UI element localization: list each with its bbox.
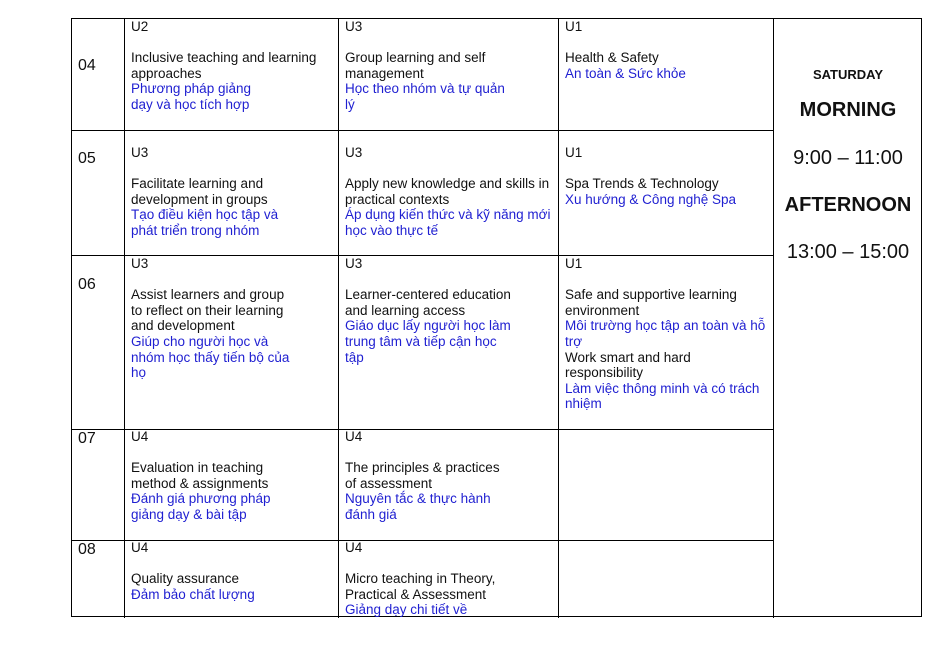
unit-code: U4 bbox=[345, 429, 363, 444]
vietnamese-title-line: Đảm bảo chất lượng bbox=[131, 586, 255, 602]
vietnamese-title-line: An toàn & Sức khỏe bbox=[565, 65, 686, 81]
english-title-line: development in groups bbox=[131, 191, 268, 207]
column-divider bbox=[124, 19, 125, 618]
vietnamese-title-line: lý bbox=[345, 96, 355, 112]
cell-session bbox=[345, 429, 500, 523]
unit-code: U1 bbox=[565, 19, 583, 34]
cell-session bbox=[565, 145, 736, 207]
unit-code: U1 bbox=[565, 256, 583, 271]
english-title-line: and development bbox=[131, 318, 235, 334]
afternoon-time: 13:00 – 15:00 bbox=[786, 241, 910, 263]
vietnamese-title-line: trợ bbox=[565, 333, 583, 349]
morning-time: 9:00 – 11:00 bbox=[793, 147, 903, 169]
english-title-line: Learner-centered education bbox=[345, 287, 511, 303]
english-title-line: Facilitate learning and bbox=[131, 176, 264, 192]
row-number: 08 bbox=[78, 541, 96, 558]
vietnamese-title-line: Đánh giá phương pháp bbox=[131, 491, 271, 507]
english-title-line: Safe and supportive learning bbox=[565, 287, 737, 303]
cell-session bbox=[131, 19, 316, 113]
vietnamese-title-line: nhiệm bbox=[565, 396, 602, 412]
english-title-line: Work smart and hard bbox=[565, 349, 691, 365]
english-title-line: Health & Safety bbox=[565, 50, 659, 66]
unit-code: U2 bbox=[131, 19, 149, 34]
unit-code: U3 bbox=[131, 256, 149, 271]
english-title-line: management bbox=[345, 65, 424, 81]
english-title-line: practical contexts bbox=[345, 191, 450, 207]
cell-session bbox=[345, 256, 511, 365]
english-title-line: and learning access bbox=[345, 302, 466, 318]
english-title-line: Micro teaching in Theory, bbox=[345, 571, 496, 587]
unit-code: U4 bbox=[345, 540, 363, 555]
english-title-line: Assist learners and group bbox=[131, 287, 285, 303]
vietnamese-title-line: tập bbox=[345, 349, 364, 365]
vietnamese-title-line: Giáo dục lấy người học làm bbox=[345, 318, 511, 334]
row-divider bbox=[72, 130, 774, 131]
vietnamese-title-line: Giảng dạy chi tiết về bbox=[345, 602, 468, 618]
unit-code: U3 bbox=[345, 19, 363, 34]
vietnamese-title-line: đánh giá bbox=[345, 506, 397, 522]
english-title-line: approaches bbox=[131, 65, 202, 81]
vietnamese-title-line: Làm việc thông minh và có trách bbox=[565, 380, 760, 396]
unit-code: U3 bbox=[345, 145, 363, 160]
unit-code: U1 bbox=[565, 145, 583, 160]
cell-session bbox=[131, 429, 271, 523]
column-divider bbox=[338, 19, 339, 618]
english-title-line: of assessment bbox=[345, 475, 433, 491]
vietnamese-title-line: giảng dạy & bài tập bbox=[131, 506, 247, 522]
unit-code: U3 bbox=[131, 145, 149, 160]
vietnamese-title-line: Học theo nhóm và tự quản bbox=[345, 81, 505, 97]
cell-session bbox=[345, 145, 551, 239]
english-title-line: Group learning and self bbox=[345, 50, 486, 66]
row-number: 04 bbox=[78, 57, 96, 74]
english-title-line: Spa Trends & Technology bbox=[565, 176, 719, 192]
vietnamese-title-line: Áp dụng kiến thức và kỹ năng mới bbox=[345, 207, 551, 223]
vietnamese-title-line: dạy và học tích hợp bbox=[131, 96, 250, 112]
day-label: SATURDAY bbox=[812, 67, 884, 82]
vietnamese-title-line: Nguyên tắc & thực hành bbox=[345, 491, 491, 507]
cell-session bbox=[345, 19, 505, 113]
vietnamese-title-line: phát triển trong nhóm bbox=[131, 222, 260, 238]
english-title-line: Apply new knowledge and skills in bbox=[345, 176, 550, 192]
vietnamese-title-line: học vào thực tế bbox=[345, 222, 439, 238]
row-number: 06 bbox=[78, 276, 96, 293]
morning-label: MORNING bbox=[799, 99, 897, 121]
english-title-line: responsibility bbox=[565, 365, 644, 381]
cell-session bbox=[565, 19, 686, 81]
english-title-line: to reflect on their learning bbox=[131, 302, 284, 318]
vietnamese-title-line: Giúp cho người học và bbox=[131, 333, 269, 349]
vietnamese-title-line: họ bbox=[131, 365, 147, 381]
cell-session bbox=[345, 540, 495, 618]
english-title-line: The principles & practices bbox=[345, 460, 500, 476]
english-title-line: method & assignments bbox=[131, 475, 269, 491]
cell-session bbox=[131, 145, 278, 239]
english-title-line: environment bbox=[565, 302, 640, 318]
cell-session bbox=[131, 256, 289, 381]
vietnamese-title-line: Tạo điều kiện học tập và bbox=[131, 207, 279, 223]
vietnamese-title-line: trung tâm và tiếp cận học bbox=[345, 333, 497, 349]
unit-code: U4 bbox=[131, 429, 149, 444]
english-title-line: Evaluation in teaching bbox=[131, 460, 264, 476]
vietnamese-title-line: Phương pháp giảng bbox=[131, 81, 251, 97]
english-title-line: Practical & Assessment bbox=[345, 586, 487, 602]
english-title-line: Inclusive teaching and learning bbox=[131, 50, 317, 66]
english-title-line: Quality assurance bbox=[131, 571, 240, 587]
vietnamese-title-line: nhóm học thấy tiến bộ của bbox=[131, 349, 290, 365]
row-number: 05 bbox=[78, 150, 96, 167]
unit-code: U3 bbox=[345, 256, 363, 271]
unit-code: U4 bbox=[131, 540, 149, 555]
row-number: 07 bbox=[78, 430, 96, 447]
cell-session bbox=[131, 540, 255, 602]
cell-session bbox=[565, 256, 765, 412]
schedule-table bbox=[71, 18, 922, 617]
vietnamese-title-line: Môi trường học tập an toàn và hỗ bbox=[565, 318, 766, 334]
afternoon-label: AFTERNOON bbox=[784, 194, 912, 216]
column-divider bbox=[558, 19, 559, 618]
vietnamese-title-line: Xu hướng & Công nghệ Spa bbox=[565, 191, 737, 207]
